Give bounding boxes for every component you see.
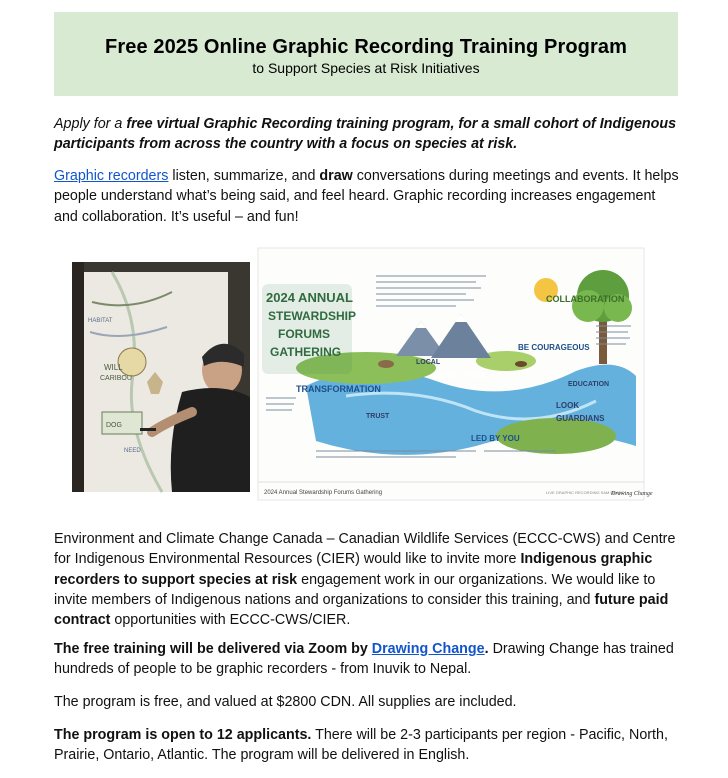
graphic-recorders-link[interactable]: Graphic recorders bbox=[54, 168, 169, 184]
para2-text-c: opportunities with ECCC-CWS/CIER. bbox=[110, 612, 351, 629]
para2-text-b: engagement work in our organizations. We would like to invite members of Indigenous nations and organizations to consider this training, and bbox=[54, 571, 656, 608]
illus-title-4: GATHERING bbox=[270, 345, 342, 359]
illus-title-1: 2024 ANNUAL bbox=[266, 290, 353, 305]
para2-text-a: Environment and Climate Change Canada – Canadian Wildlife Services (ECCC-CWS) and Centre for Indigenous Environmental Resources (CIER) would like to invite more bbox=[54, 531, 676, 568]
photo-word-1: WILL bbox=[104, 363, 123, 372]
para3-text: Drawing Change has trained hundreds of people to be graphic recorders - from Inuvik to Nepal. bbox=[54, 641, 674, 678]
stewardship-illustration bbox=[256, 246, 653, 502]
recorder-photo bbox=[72, 262, 250, 492]
cost-paragraph: The program is free, and valued at $2800 CDN. All supplies are included. bbox=[54, 694, 517, 710]
description-paragraph bbox=[54, 166, 679, 227]
applicants-paragraph bbox=[54, 725, 679, 766]
page-subtitle: to Support Species at Risk Initiatives bbox=[252, 60, 480, 76]
invitation-paragraph bbox=[54, 529, 679, 630]
illus-label-courageous: BE COURAGEOUS bbox=[518, 343, 590, 352]
page-title: Free 2025 Online Graphic Recording Training Program bbox=[105, 36, 627, 58]
illus-caption: 2024 Annual Stewardship Forums Gathering bbox=[264, 490, 383, 496]
illus-label-look: LOOK bbox=[556, 401, 580, 410]
recorder-photo-svg bbox=[72, 262, 250, 492]
para2-bold-b: future paid contract bbox=[54, 591, 669, 629]
para2-bold-a: Indigenous graphic recorders to support species at risk bbox=[54, 551, 653, 588]
illus-title-2: STEWARDSHIP bbox=[268, 309, 357, 323]
illus-label-led-by-you: LED BY YOU bbox=[471, 434, 520, 443]
header-banner bbox=[54, 12, 678, 96]
photo-word-5: NEED bbox=[124, 448, 141, 454]
drawing-change-link[interactable]: Drawing Change bbox=[371, 641, 485, 657]
photo-word-2: CARIBOU bbox=[100, 375, 132, 382]
para1-text-b: conversations during meetings and events. It helps people understand what’s being said, and feel heard. Graphic recording increases engagement and collaboration. It’s useful – and fun! bbox=[54, 168, 679, 225]
photo-word-4: HABITAT bbox=[88, 318, 113, 324]
intro-paragraph bbox=[54, 114, 679, 155]
intro-prefix: Apply for a bbox=[54, 116, 127, 132]
para1-bold: draw bbox=[319, 168, 353, 184]
illus-title-3: FORUMS bbox=[278, 327, 330, 341]
para1-text-a: listen, summarize, and bbox=[168, 168, 320, 184]
para3-bold-b: . bbox=[484, 641, 489, 657]
para5-text: There will be 2-3 participants per region - Pacific, North, Prairie, Ontario, Atlantic. The program will be delivered in English. bbox=[54, 727, 668, 764]
illustration-svg bbox=[256, 246, 653, 502]
illus-label-guardians: GUARDIANS bbox=[556, 414, 605, 423]
illus-label-collaboration: COLLABORATION bbox=[546, 294, 625, 304]
illus-label-education: EDUCATION bbox=[568, 381, 610, 388]
para5-bold: The program is open to 12 applicants. bbox=[54, 727, 312, 743]
illus-label-status-quo: STATUS QUO bbox=[438, 371, 490, 380]
drawing-change-logo: Drawing Change bbox=[611, 491, 653, 497]
para3-bold-a: The free training will be delivered via Zoom by bbox=[54, 641, 372, 657]
illus-label-local: LOCAL bbox=[416, 359, 441, 366]
delivery-paragraph bbox=[54, 639, 679, 680]
illus-label-transformation: TRANSFORMATION bbox=[296, 384, 381, 394]
photo-word-3: DOG bbox=[106, 422, 122, 429]
illus-label-trust: TRUST bbox=[366, 413, 390, 420]
illustration-title bbox=[262, 284, 356, 374]
illus-credit: LIVE GRAPHIC RECORDING SAM BRADD bbox=[546, 490, 625, 495]
intro-bold: free virtual Graphic Recording training program, for a small cohort of Indigenous participants from across the country with a focus on species at risk. bbox=[54, 116, 677, 153]
